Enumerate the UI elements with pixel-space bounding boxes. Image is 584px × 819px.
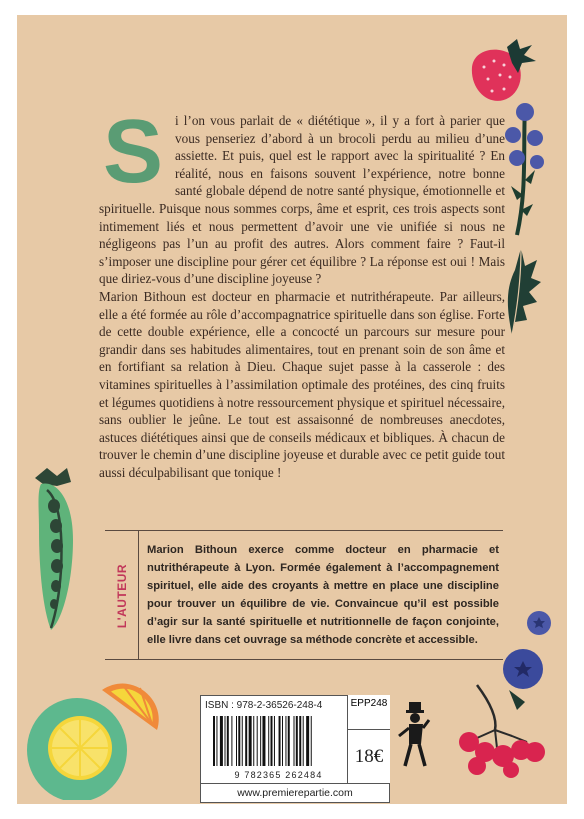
description-paragraph-1: i l’on vous parlait de « diététique », il y a fort à parier que vous penseriez d’abord à un brocoli perdu au milieu d’une assiette. Et puis, quel est le rapport avec la spiritualité ? En réalité, nous en faisons souvent l’expérience, notre bonne santé globale dépend de notre santé physique, émotionnelle et spirituelle. Puisque nous sommes corps, âme et esprit, ces trois aspects sont intimement liés et nous permettent d’avoir une vie unifiée si nous ne négligeons pas l’un au profit des autres. Alors comment faire ? Faut-il s’imposer une discipline pour gérer cet équilibre ? La réponse est oui ! Mais que diriez-vous d’une discipline joyeuse ?: [99, 113, 505, 287]
red-currants-icon: [447, 680, 557, 780]
website-link[interactable]: www.premierepartie.com: [200, 783, 390, 803]
product-code: EPP248: [347, 695, 390, 730]
main-description: [99, 102, 505, 481]
publisher-logo-icon: [397, 700, 431, 770]
citrus-slices-icon: [22, 670, 172, 800]
author-label-column: [105, 531, 139, 660]
description-paragraph-2: Marion Bithoun est docteur en pharmacie et nutrithérapeute. Par ailleurs, elle a été formée au rôle d’accompagnatrice spirituelle dans son église. Forte de cette double expérience, elle a concocté un parcours sur mesure pour grandir dans ses habitudes alimentaires, tout en prenant soin de son âme et en fortifiant sa relation à Dieu. Chaque sujet passe à la casserole : des vitamines spirituelles à l’assimilation optimale des protéines, des cinq fruits et légumes quotidiens à notre ressourcement physique et spirituel nécessaire, sans oublier le jeûne. Le tout est assaisonné de nombreuses anecdotes, astuces diététiques ainsi que de conseils médicaux et bibliques. À chacun de trouver le chemin d’une discipline joyeuse et durable avec ce petit guide tout aussi déculpabilisant que tonique !: [99, 288, 505, 480]
price: 18€: [347, 730, 390, 785]
back-cover: [17, 15, 567, 804]
barcode-icon: [211, 716, 346, 768]
author-label: L'AUTEUR: [114, 563, 129, 628]
author-box: [105, 530, 503, 660]
pea-pod-icon: [27, 460, 87, 635]
isbn-number: ISBN : 978-2-36526-248-4: [205, 700, 323, 711]
dropcap-letter: S: [103, 102, 164, 202]
barcode-digits: 9 782365 262484: [234, 770, 323, 780]
author-bio: Marion Bithoun exerce comme docteur en pharmacie et nutrithérapeute à Lyon. Formée également à l’accompagnement spirituel, elle aide des croyants à mettre en place une discipline pour trouver un équilibre de vie. Convaincue qu’il est possible d’agir sur la santé spirituelle et nutritionnelle de façon conjointe, elle livre dans cet ouvrage sa méthode concrète et accessible.: [147, 544, 499, 646]
